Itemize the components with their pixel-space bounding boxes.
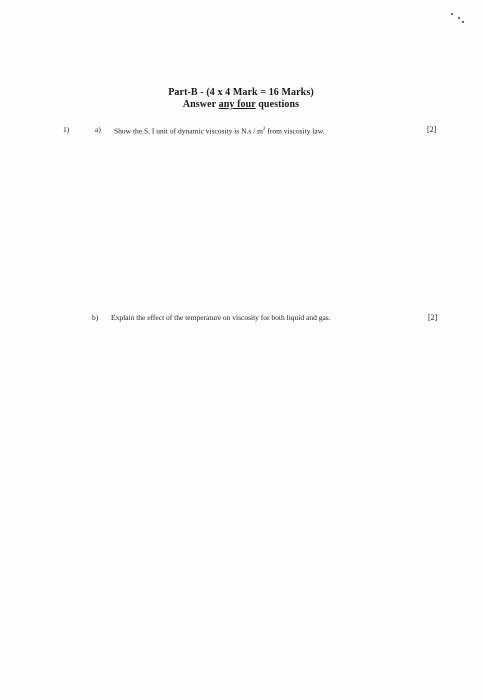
question-text-after: from viscosity law. (265, 126, 325, 136)
instruction-emphasis: any four (218, 99, 256, 110)
question-part-text: Explain the effect of the temperature on viscosity for both liquid and gas. (111, 313, 331, 322)
question-part-label: a) (95, 125, 101, 134)
instruction-suffix: questions (255, 99, 300, 110)
section-title: Part-B - (4 x 4 Mark = 16 Marks) (168, 87, 314, 98)
question-text-before: Show the S. I unit of dynamic viscosity is N.s / m (114, 126, 263, 136)
section-instruction (0, 99, 482, 111)
marks-badge: [2] (427, 125, 437, 134)
question-number: 1) (63, 125, 70, 134)
question-part-text (114, 125, 325, 137)
marks-badge: [2] (428, 313, 438, 322)
scan-speck (451, 13, 453, 15)
superscript: 2 (262, 127, 266, 132)
instruction-prefix: Answer (182, 99, 219, 110)
question-part-label: b) (92, 313, 99, 322)
scan-speck (458, 17, 460, 19)
scan-speck (462, 21, 464, 23)
